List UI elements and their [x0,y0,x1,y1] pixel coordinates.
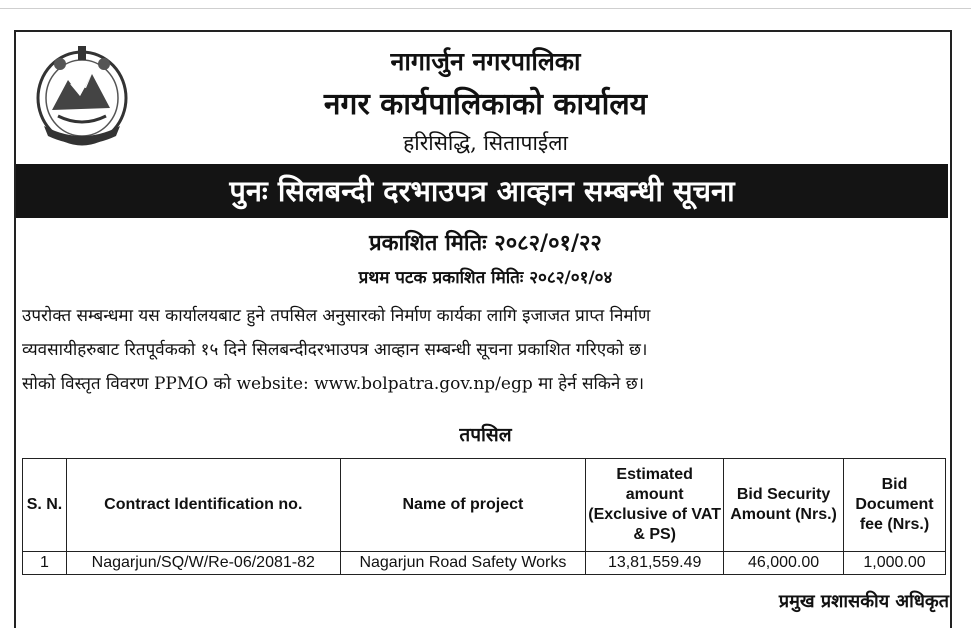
header-contract-id: Contract Identification no. [66,459,340,552]
cell-bid-document-fee: 1,000.00 [844,552,946,575]
header-bid-security: Bid Security Amount (Nrs.) [724,459,844,552]
cell-project-name: Nagarjun Road Safety Works [340,552,586,575]
notice-title: पुनः सिलबन्दी दरभाउपत्र आव्हान सम्बन्धी सूचना [229,174,735,208]
notice-body [22,299,948,401]
top-rule [0,8,971,9]
header-project-name: Name of project [340,459,586,552]
signatory-title: प्रमुख प्रशासकीय अधिकृत [778,591,949,612]
cell-sn: 1 [23,552,67,575]
notice-body-line: सोको विस्तृत विवरण PPMO को website: www.bolpatra.gov.np/egp मा हेर्न सकिने छ। [22,374,645,394]
table-header-row [23,459,946,552]
cell-bid-security: 46,000.00 [724,552,844,575]
table-row [23,552,946,575]
municipality-name: नागार्जुन नगरपालिका [390,47,581,76]
schedule-heading: तपसिल [459,424,512,446]
office-address: हरिसिद्धि, सितापाईला [403,131,568,155]
notice-body-line: उपरोक्त सम्बन्धमा यस कार्यालयबाट हुने तपसिल अनुसारको निर्माण कार्यका लागि इजाजत प्राप्त निर्माण [22,306,651,326]
tender-table [22,458,946,575]
header-sn: S. N. [23,459,67,552]
cell-contract-id: Nagarjun/SQ/W/Re-06/2081-82 [66,552,340,575]
office-name: नगर कार्यपालिकाको कार्यालय [323,87,648,122]
notice-body-line: व्यवसायीहरुबाट रितपूर्वकको १५ दिने सिलबन्दीदरभाउपत्र आव्हान सम्बन्धी सूचना प्रकाशित गरिएको छ। [22,340,648,360]
header-bid-document-fee: Bid Document fee (Nrs.) [844,459,946,552]
notice-title-banner [16,164,948,218]
cell-estimated-amount: 13,81,559.49 [586,552,724,575]
header-estimated-amount: Estimated amount (Exclusive of VAT & PS) [586,459,724,552]
published-date: प्रकाशित मितिः २०८२/०१/२२ [369,230,602,256]
first-published-date: प्रथम पटक प्रकाशित मितिः २०८२/०१/०४ [358,268,613,288]
